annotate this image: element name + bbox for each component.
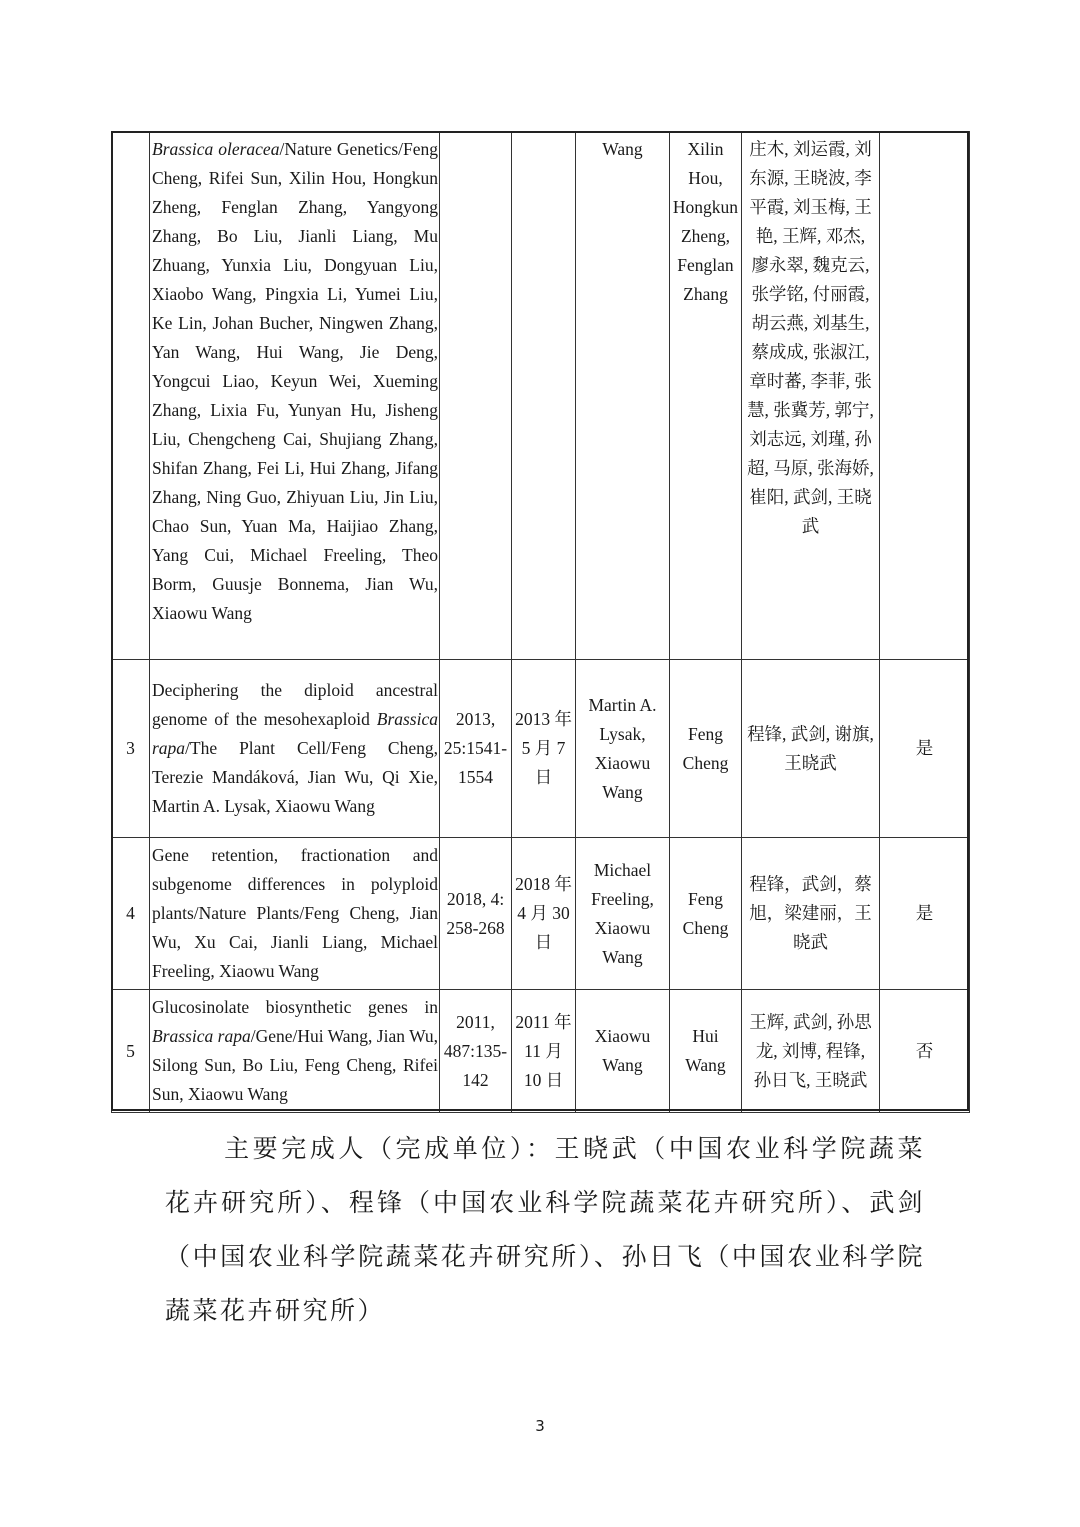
cell-number: [112, 132, 150, 660]
cell-first-author: Feng Cheng: [670, 660, 742, 838]
cell-volume-pages: 2011, 487:135-142: [440, 990, 512, 1113]
cell-domestic-authors: 程锋，武剑，蔡旭，梁建丽，王晓武: [742, 838, 880, 990]
cell-volume-pages: 2018, 4: 258-268: [440, 838, 512, 990]
cell-publish-date: 2013 年 5 月 7 日: [512, 660, 576, 838]
publications-table: [111, 131, 970, 1113]
cell-corresponding-author: Wang: [576, 132, 670, 660]
page-number: 3: [535, 1417, 545, 1435]
title-italic-fragment: Brassica rapa: [152, 709, 438, 758]
cell-foreign-flag: 是: [880, 838, 970, 990]
cell-domestic-authors: 庄木, 刘运霞, 刘东源, 王晓波, 李平霞, 刘玉梅, 王艳, 王辉, 邓杰, 廖永翠, 魏克云, 张学铭, 付丽霞, 胡云燕, 刘基生, 蔡成成, 张淑江, 章时蕃, 李菲, 张慧, 张冀芳, 郭宁, 刘志远, 刘瑾, 孙超, 马原, 张海娇, 崔阳, 武剑, 王晓武: [742, 132, 880, 660]
cell-foreign-flag: 是: [880, 660, 970, 838]
cell-publish-date: 2011 年 11 月 10 日: [512, 990, 576, 1113]
table-row: [112, 132, 970, 660]
cell-publish-date: [512, 132, 576, 660]
cell-title: [150, 838, 440, 990]
cell-title: [150, 660, 440, 838]
cell-volume-pages: 2013, 25:1541-1554: [440, 660, 512, 838]
cell-publish-date: 2018 年 4 月 30 日: [512, 838, 576, 990]
cell-first-author: Hui Wang: [670, 990, 742, 1113]
title-italic-fragment: Brassica oleracea: [152, 139, 280, 159]
title-fragment: Gene retention, fractionation and subgenome differences in polyploid plants/Nature Plants/Feng Cheng, Jian Wu, Xu Cai, Jianli Liang, Michael Freeling, Xiaowu Wang: [152, 845, 438, 981]
table-row: [112, 990, 970, 1113]
cell-foreign-flag: 否: [880, 990, 970, 1113]
cell-domestic-authors: 王辉, 武剑, 孙思龙, 刘博, 程锋, 孙日飞, 王晓武: [742, 990, 880, 1113]
cell-corresponding-author: Michael Freeling, Xiaowu Wang: [576, 838, 670, 990]
cell-number: 3: [112, 660, 150, 838]
title-italic-fragment: Brassica rapa: [152, 1026, 251, 1046]
table-row: [112, 660, 970, 838]
cell-domestic-authors: 程锋, 武剑, 谢旗, 王晓武: [742, 660, 880, 838]
cell-first-author: Feng Cheng: [670, 838, 742, 990]
main-contributors-paragraph: [165, 1122, 925, 1338]
cell-corresponding-author: Martin A. Lysak, Xiaowu Wang: [576, 660, 670, 838]
title-fragment: /Gene/Hui Wang, Jian Wu, Silong Sun, Bo Liu, Feng Cheng, Rifei Sun, Xiaowu Wang: [152, 1026, 439, 1104]
cell-title: [150, 990, 440, 1113]
cell-number: 4: [112, 838, 150, 990]
table-row: [112, 838, 970, 990]
title-fragment: Deciphering the diploid ancestral genome of the mesohexaploid: [152, 680, 438, 729]
cell-corresponding-author: Xiaowu Wang: [576, 990, 670, 1113]
cell-volume-pages: [440, 132, 512, 660]
cell-first-author: Xilin Hou, Hongkun Zheng, Fenglan Zhang: [670, 132, 742, 660]
publications-table-body: [112, 132, 970, 1113]
title-fragment: Glucosinolate biosynthetic genes in: [152, 997, 438, 1017]
main-contributors-text: 主要完成人（完成单位）：王晓武（中国农业科学院蔬菜花卉研究所）、程锋（中国农业科学院蔬菜花卉研究所）、武剑（中国农业科学院蔬菜花卉研究所）、孙日飞（中国农业科学院蔬菜花卉研究所）: [165, 1134, 925, 1325]
title-fragment: /The Plant Cell/Feng Cheng, Terezie Mandáková, Jian Wu, Qi Xie, Martin A. Lysak, Xiaowu Wang: [152, 738, 438, 816]
cell-title: [150, 132, 440, 660]
cell-number: 5: [112, 990, 150, 1113]
cell-foreign-flag: [880, 132, 970, 660]
title-fragment: /Nature Genetics/Feng Cheng, Rifei Sun, Xilin Hou, Hongkun Zheng, Fenglan Zhang, Yangyong Zhang, Bo Liu, Jianli Liang, Mu Zhuang, Yunxia Liu, Dongyuan Liu, Xiaobo Wang, Pingxia Li, Yumei Liu, Ke Lin, Johan Bucher, Ningwen Zhang, Yan Wang, Hui Wang, Jie Deng, Yongcui Liao, Keyun Wei, Xueming Zhang, Lixia Fu, Yunyan Hu, Jisheng Liu, Chengcheng Cai, Shujiang Zhang, Shifan Zhang, Fei Li, Hui Zhang, Jifang Zhang, Ning Guo, Zhiyuan Liu, Jin Liu, Chao Sun, Yuan Ma, Haijiao Zhang, Yang Cui, Michael Freeling, Theo Borm, Guusje Bonnema, Jian Wu, Xiaowu Wang: [152, 139, 438, 623]
